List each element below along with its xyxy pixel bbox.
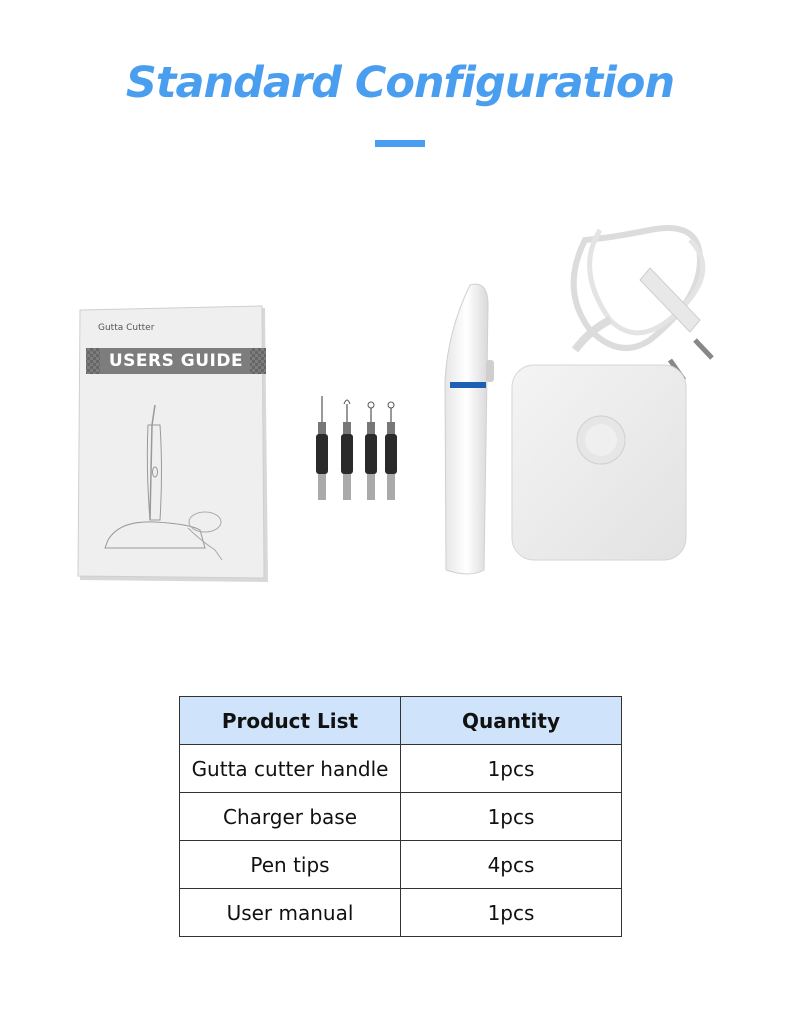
product-quantity: 1pcs [401, 793, 622, 841]
manual-banner [88, 348, 264, 374]
product-list-table [179, 696, 622, 937]
pen-tips-image [316, 396, 397, 500]
product-name: Charger base [180, 793, 401, 841]
handle-image [445, 284, 494, 574]
table-row [180, 889, 622, 937]
header-product-list: Product List [180, 697, 401, 745]
manual-banner-text: USERS GUIDE [108, 351, 244, 371]
table-row [180, 745, 622, 793]
page-title: Standard Configuration [125, 58, 675, 108]
product-photo [0, 210, 800, 610]
manual-brand-text: Gutta Cutter [98, 323, 155, 333]
title-underline [375, 140, 425, 147]
charger-base-image [512, 228, 712, 560]
table-row [180, 793, 622, 841]
header-quantity: Quantity [401, 697, 622, 745]
table-header-row [180, 697, 622, 745]
product-name: Gutta cutter handle [180, 745, 401, 793]
product-quantity: 1pcs [401, 745, 622, 793]
table-row [180, 841, 622, 889]
product-name: Pen tips [180, 841, 401, 889]
product-quantity: 4pcs [401, 841, 622, 889]
product-name: User manual [180, 889, 401, 937]
product-quantity: 1pcs [401, 889, 622, 937]
